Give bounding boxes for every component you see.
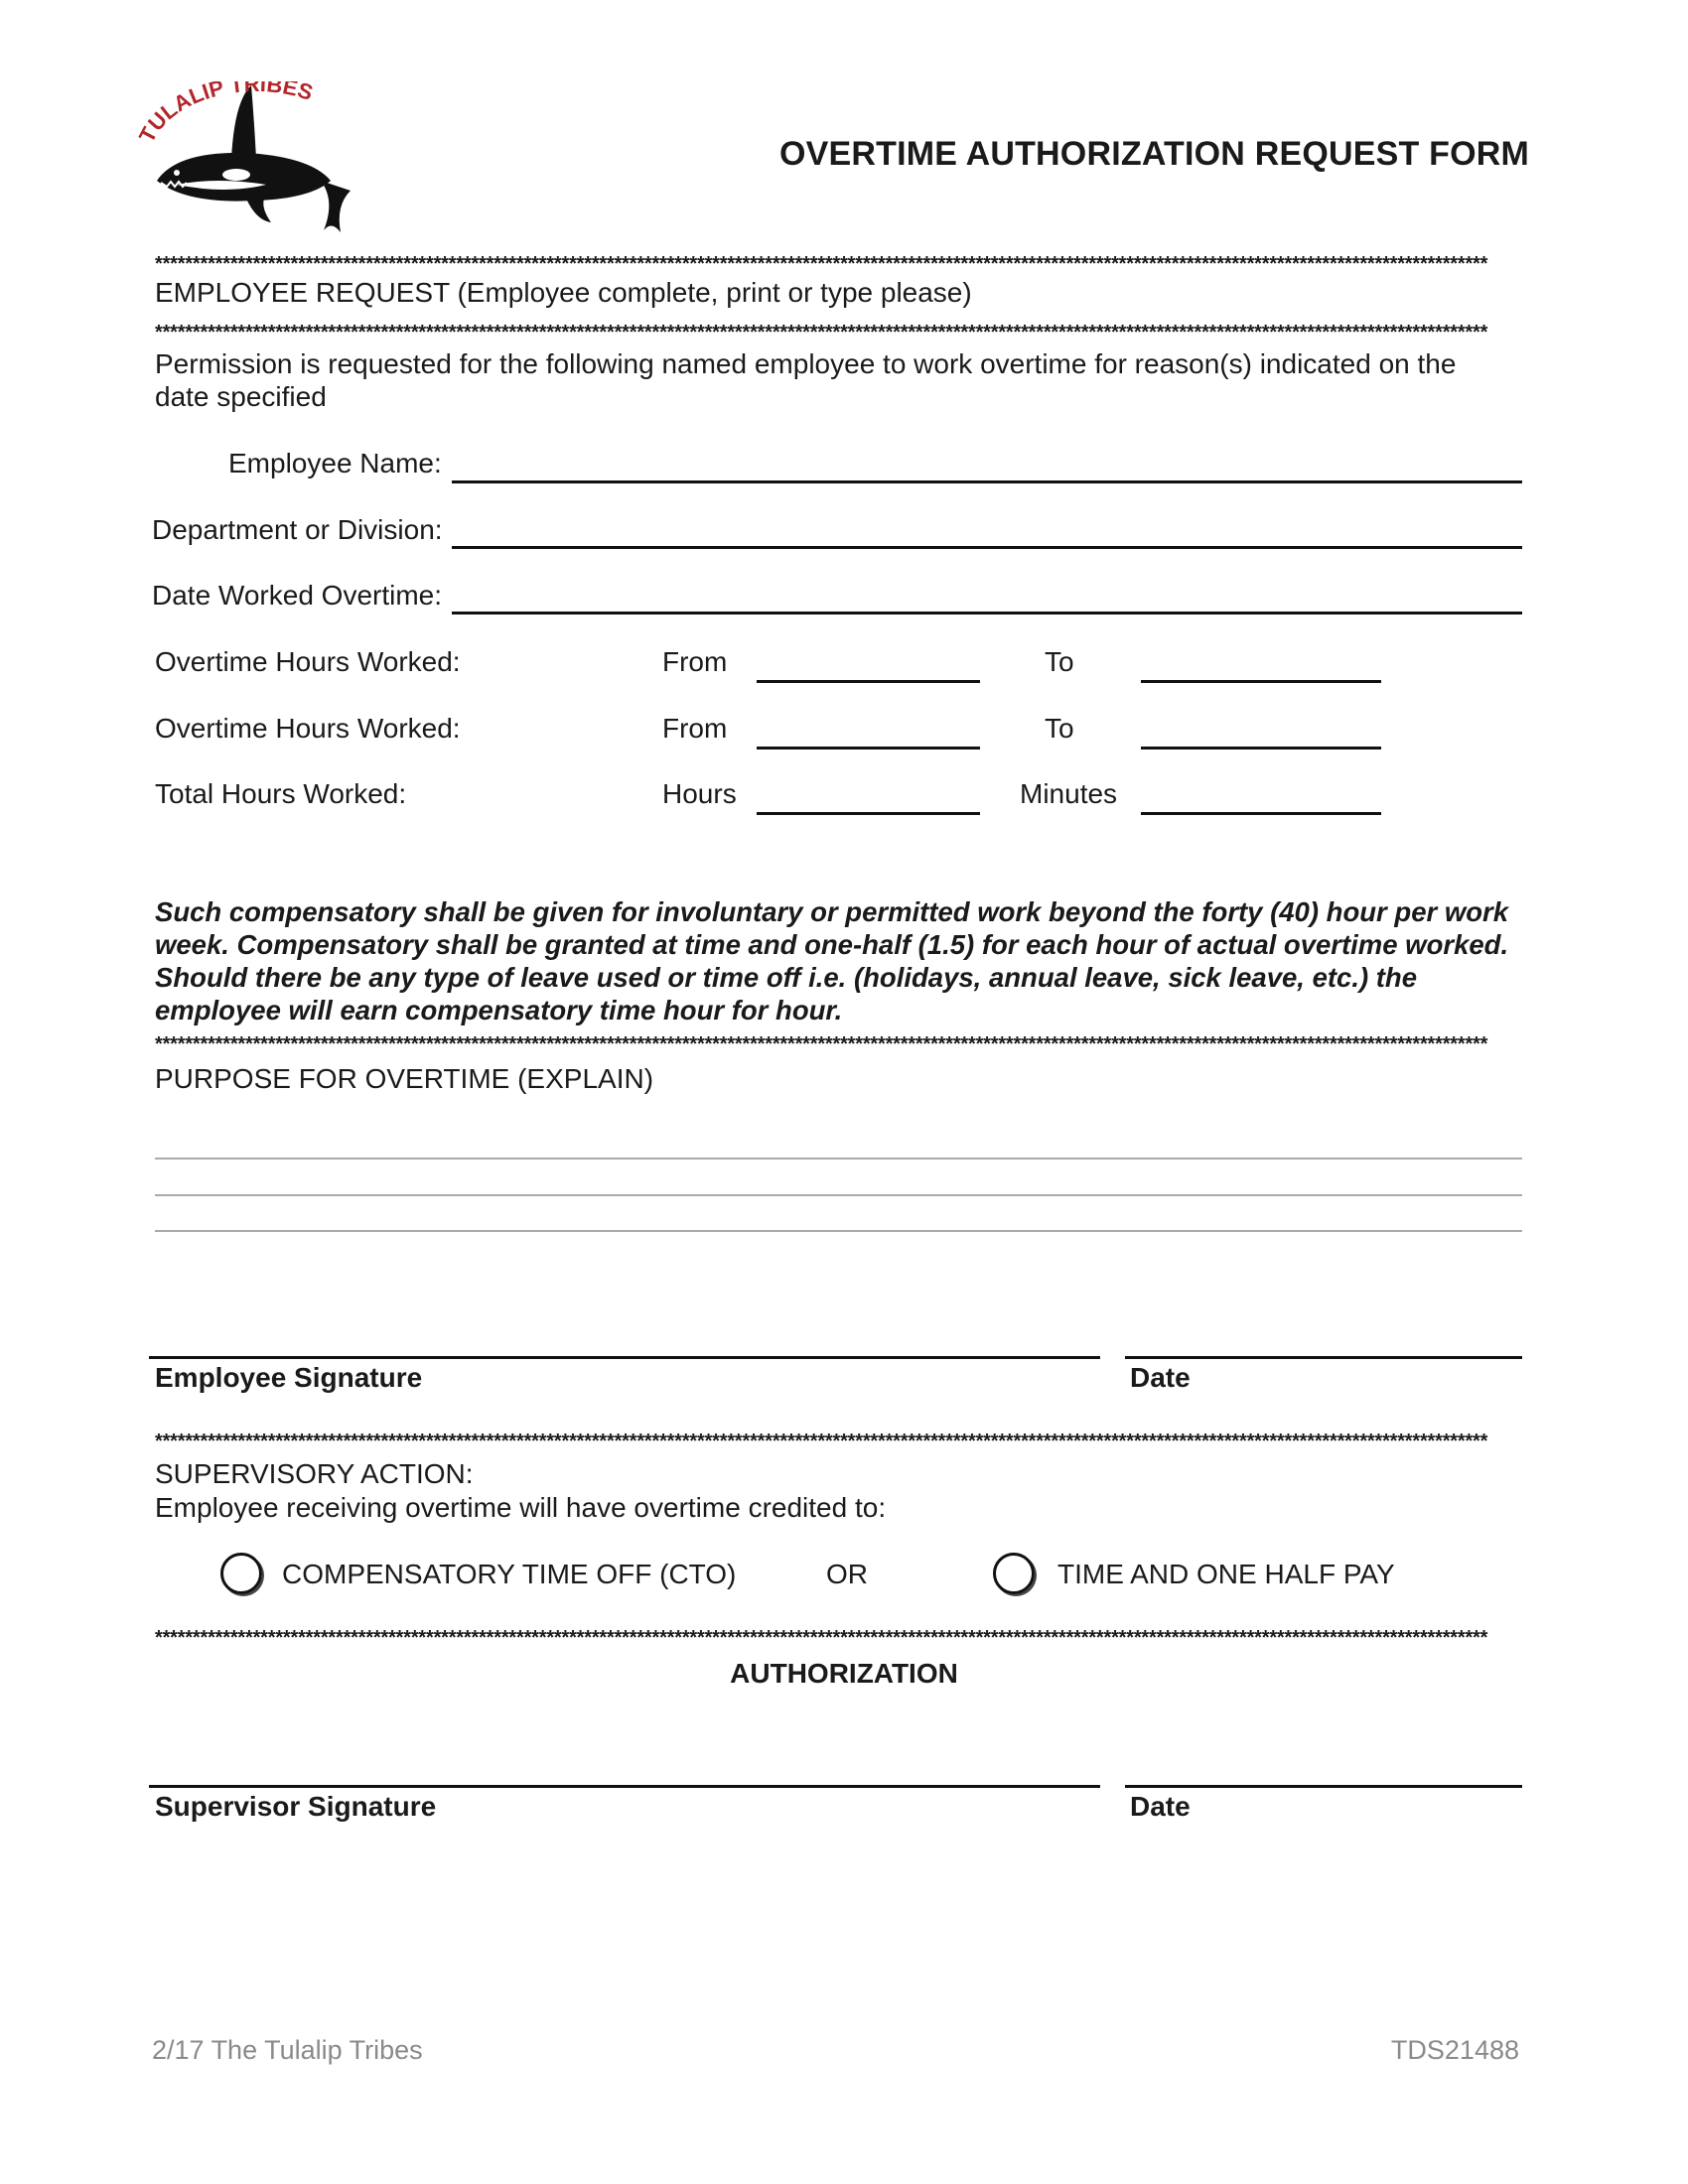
to-time-field-2[interactable] — [1141, 717, 1381, 750]
footer-left: 2/17 The Tulalip Tribes — [152, 2035, 423, 2065]
overtime-hours-label: Overtime Hours Worked: — [155, 713, 461, 744]
department-field[interactable] — [452, 516, 1522, 549]
hours-label: Hours — [662, 778, 737, 809]
department-label: Department or Division: — [152, 514, 443, 545]
supervisor-signature-date-line[interactable] — [1125, 1785, 1522, 1788]
separator: ********************************************************************************************************************************************************************************* — [155, 1432, 1488, 1451]
total-hours-label: Total Hours Worked: — [155, 778, 407, 809]
supervisor-date-label: Date — [1130, 1791, 1191, 1822]
purpose-line[interactable] — [155, 1194, 1522, 1196]
employee-name-field[interactable] — [452, 451, 1522, 483]
cto-radio[interactable] — [220, 1553, 262, 1594]
purpose-line[interactable] — [155, 1230, 1522, 1232]
from-time-field-1[interactable] — [757, 650, 980, 683]
to-label: To — [1045, 646, 1074, 677]
svg-text:TULALIP TRIBES: ULALIP TRIBES — [142, 81, 317, 136]
employee-date-label: Date — [1130, 1362, 1191, 1393]
employee-request-heading: EMPLOYEE REQUEST (Employee complete, print or type please) — [155, 277, 972, 308]
employee-signature-line[interactable] — [149, 1356, 1100, 1359]
supervisor-signature-line[interactable] — [149, 1785, 1100, 1788]
separator: ********************************************************************************************************************************************************************************* — [155, 1628, 1488, 1648]
intro-text-line2: date specified — [155, 381, 327, 412]
cto-option-label: COMPENSATORY TIME OFF (CTO) — [282, 1559, 737, 1589]
date-worked-field[interactable] — [452, 582, 1522, 614]
or-label: OR — [826, 1559, 868, 1589]
employee-signature-date-line[interactable] — [1125, 1356, 1522, 1359]
from-label: From — [662, 713, 728, 744]
overtime-hours-label: Overtime Hours Worked: — [155, 646, 461, 677]
to-time-field-1[interactable] — [1141, 650, 1381, 683]
separator: ********************************************************************************************************************************************************************************* — [155, 1034, 1488, 1054]
time-and-half-radio[interactable] — [993, 1553, 1035, 1594]
authorization-heading: AUTHORIZATION — [730, 1658, 958, 1689]
separator: ********************************************************************************************************************************************************************************* — [155, 323, 1488, 342]
intro-text-line1: Permission is requested for the following named employee to work overtime for reason(s) indicated on the — [155, 348, 1457, 379]
minutes-label: Minutes — [1020, 778, 1118, 809]
supervisory-action-subtext: Employee receiving overtime will have overtime credited to: — [155, 1492, 887, 1523]
time-and-half-option-label: TIME AND ONE HALF PAY — [1057, 1559, 1395, 1589]
from-time-field-2[interactable] — [757, 717, 980, 750]
date-worked-label: Date Worked Overtime: — [152, 580, 443, 611]
from-label: From — [662, 646, 728, 677]
separator: ********************************************************************************************************************************************************************************* — [155, 254, 1488, 274]
footer-form-code: TDS21488 — [1390, 2035, 1519, 2065]
purpose-heading: PURPOSE FOR OVERTIME (EXPLAIN) — [155, 1063, 654, 1094]
tulalip-tribes-logo — [137, 81, 385, 242]
supervisor-signature-label: Supervisor Signature — [155, 1791, 437, 1822]
compensatory-policy-text: Such compensatory shall be given for involuntary or permitted work beyond the forty (40) hour per work week. Compensatory shall be granted at time and one-half (1.5) for each hour of actual overtime worked. Should there be any type of leave used or time off i.e. (holidays, annual leave, sick leave, etc.) the employee will earn compensatory time hour for hour. — [155, 896, 1509, 1025]
employee-signature-label: Employee Signature — [155, 1362, 423, 1393]
total-hours-field[interactable] — [757, 782, 980, 815]
to-label: To — [1045, 713, 1074, 744]
total-minutes-field[interactable] — [1141, 782, 1381, 815]
employee-name-label: Employee Name: — [228, 448, 442, 478]
supervisory-action-heading: SUPERVISORY ACTION: — [155, 1458, 474, 1489]
purpose-line[interactable] — [155, 1158, 1522, 1160]
form-title: OVERTIME AUTHORIZATION REQUEST FORM — [779, 135, 1529, 173]
